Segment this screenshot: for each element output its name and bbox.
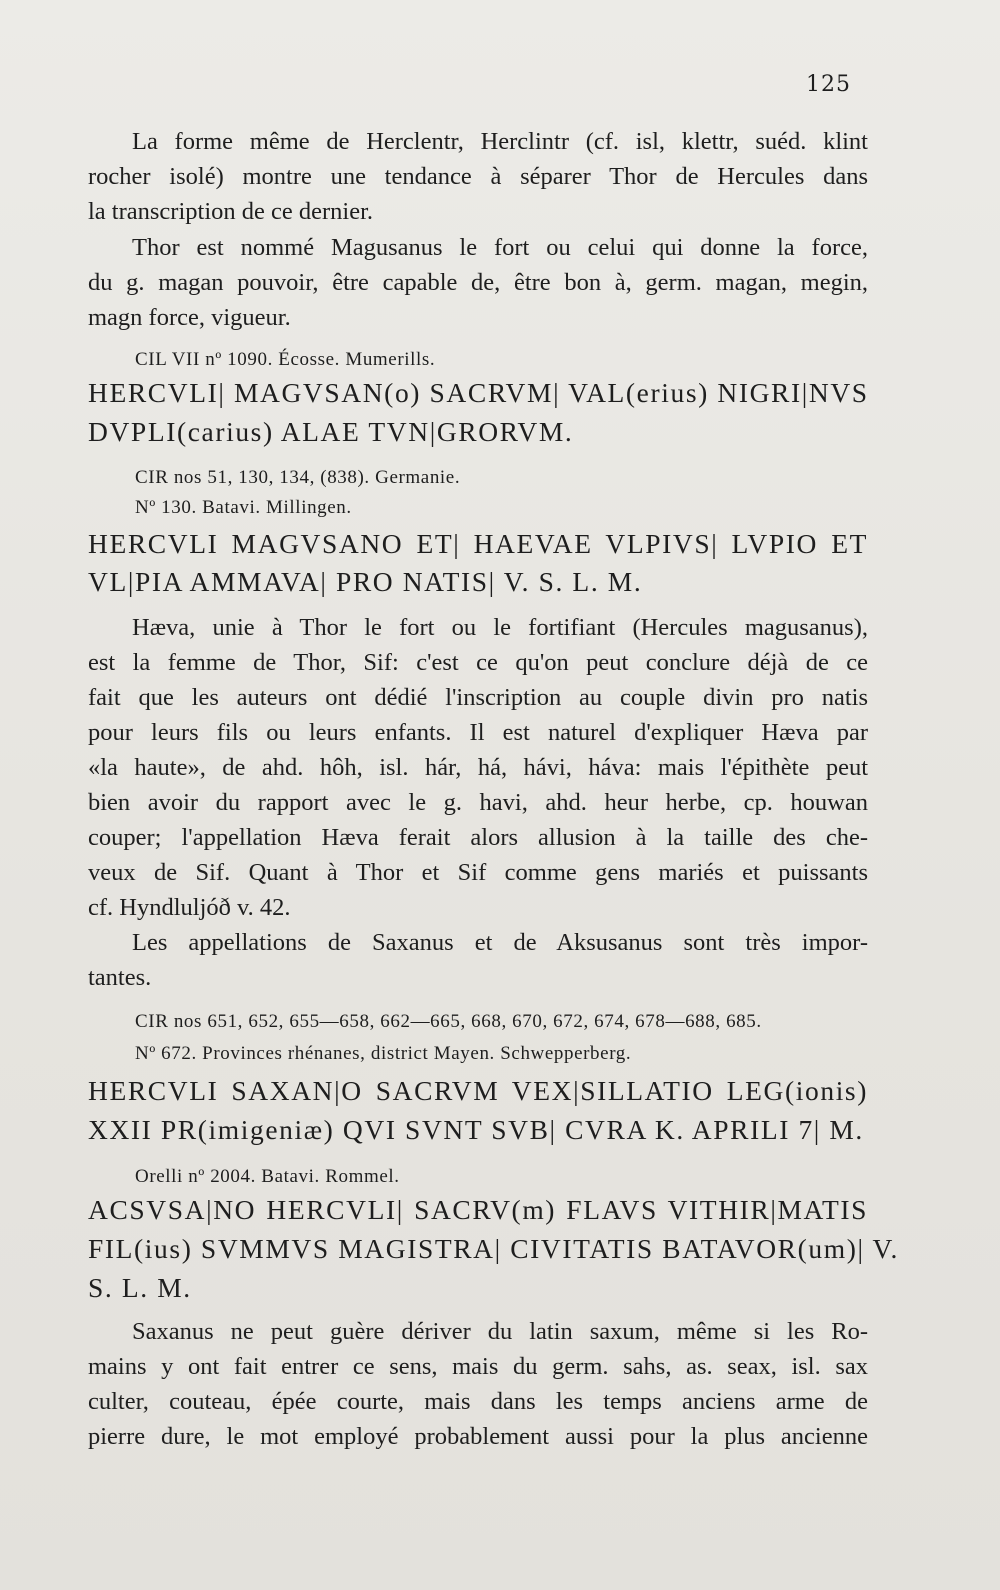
text-line: du g. magan pouvoir, être capable de, être bon à, germ. magan, megin,: [88, 269, 868, 296]
text-line: Les appellations de Saxanus et de Aksusanus sont très impor-: [132, 929, 868, 956]
text-line: magn force, vigueur.: [88, 304, 291, 331]
inscription-line: DVPLI(carius) ALAE TVN|GRORVM.: [88, 416, 574, 447]
text-line: Thor est nommé Magusanus le fort ou celui qui donne la force,: [132, 234, 868, 261]
text-line: tantes.: [88, 964, 152, 991]
reference-line: CIL VII nº 1090. Écosse. Mumerills.: [135, 349, 436, 370]
text-line: fait que les auteurs ont dédié l'inscription au couple divin pro natis: [88, 684, 868, 711]
inscription-line: HERCVLI SAXAN|O SACRVM VEX|SILLATIO LEG(ionis): [88, 1075, 868, 1106]
inscription-line: S. L. M.: [88, 1272, 192, 1303]
text-line: la transcription de ce dernier.: [88, 198, 374, 225]
text-line: culter, couteau, épée courte, mais dans les temps anciens arme de: [88, 1388, 868, 1415]
reference-line: Nº 672. Provinces rhénanes, district Mayen. Schwepperberg.: [135, 1043, 632, 1064]
text-line: cf. Hyndluljóð v. 42.: [88, 894, 291, 921]
inscription-line: XXII PR(imigeniæ) QVI SVNT SVB| CVRA K. APRILI 7| M.: [88, 1114, 864, 1145]
text-line: couper; l'appellation Hæva ferait alors allusion à la taille des che-: [88, 824, 868, 851]
text-line: est la femme de Thor, Sif: c'est ce qu'on peut conclure déjà de ce: [88, 649, 868, 676]
reference-line: Nº 130. Batavi. Millingen.: [135, 497, 352, 518]
inscription-line: HERCVLI| MAGVSAN(o) SACRVM| VAL(erius) NIGRI|NVS: [88, 377, 869, 408]
text-line: pierre dure, le mot employé probablement aussi pour la plus ancienne: [88, 1423, 868, 1450]
inscription-line: ACSVSA|NO HERCVLI| SACRV(m) FLAVS VITHIR|MATIS: [88, 1194, 868, 1225]
text-line: Saxanus ne peut guère dériver du latin saxum, même si les Ro-: [132, 1318, 868, 1345]
page-number: 125: [806, 72, 851, 97]
inscription-line: VL|PIA AMMAVA| PRO NATIS| V. S. L. M.: [88, 566, 643, 597]
text-line: rocher isolé) montre une tendance à séparer Thor de Hercules dans: [88, 163, 868, 190]
text-line: mains y ont fait entrer ce sens, mais du germ. sahs, as. seax, isl. sax: [88, 1353, 868, 1380]
text-line: «la haute», de ahd. hôh, isl. hár, há, hávi, háva: mais l'épithète peut: [88, 754, 868, 781]
inscription-line: FIL(ius) SVMMVS MAGISTRA| CIVITATIS BATAVOR(um)| V.: [88, 1233, 899, 1264]
reference-line: Orelli nº 2004. Batavi. Rommel.: [135, 1166, 400, 1187]
text-line: bien avoir du rapport avec le g. havi, ahd. heur herbe, cp. houwan: [88, 789, 868, 816]
text-line: pour leurs fils ou leurs enfants. Il est naturel d'expliquer Hæva par: [88, 719, 868, 746]
text-line: La forme même de Herclentr, Herclintr (cf. isl, klettr, suéd. klint: [132, 128, 868, 155]
text-line: Hæva, unie à Thor le fort ou le fortifiant (Hercules magusanus),: [132, 614, 868, 641]
text-line: veux de Sif. Quant à Thor et Sif comme gens mariés et puissants: [88, 859, 868, 886]
reference-line: CIR nos 51, 130, 134, (838). Germanie.: [135, 467, 461, 488]
reference-line: CIR nos 651, 652, 655—658, 662—665, 668, 670, 672, 674, 678—688, 685.: [135, 1011, 762, 1032]
inscription-line: HERCVLI MAGVSANO ET| HAEVAE VLPIVS| LVPIO ET: [88, 528, 868, 559]
